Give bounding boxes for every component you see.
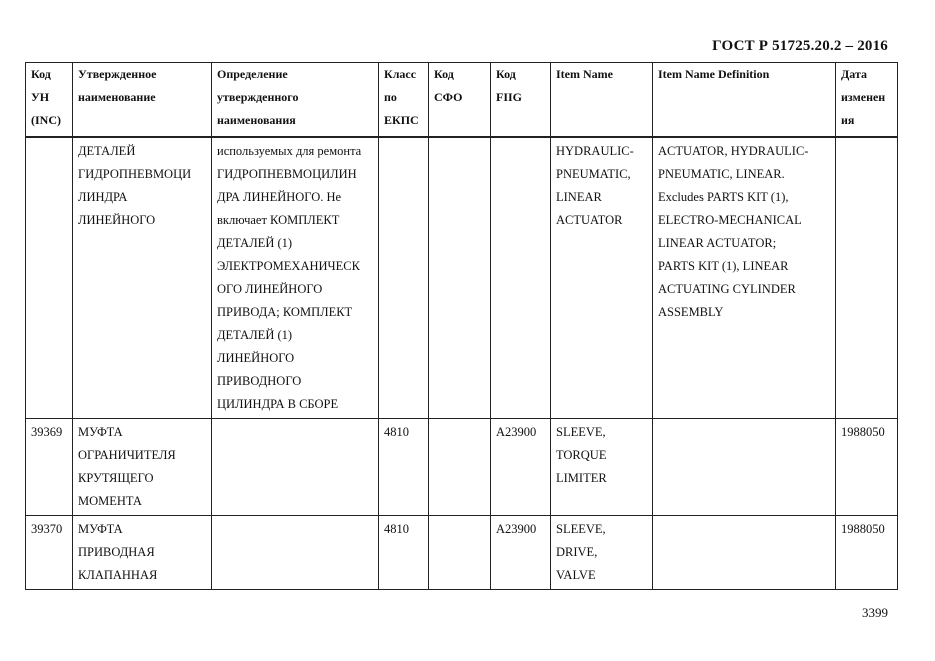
header-item-name-definition: [653, 63, 836, 138]
cell-line: 4810: [384, 425, 409, 439]
cell-line: ПРИВОДНОГО: [217, 374, 302, 388]
header-line: Код: [496, 67, 516, 81]
cell-item-name-definition: [653, 419, 836, 516]
cell-line: VALVE: [556, 568, 596, 582]
cell-line: ЛИНДРА: [78, 190, 128, 204]
header-line: СФО: [434, 90, 463, 104]
cell-line: LIMITER: [556, 471, 607, 485]
cell-line: ДЕТАЛЕЙ (1): [217, 236, 293, 250]
cell-line: PARTS KIT (1), LINEAR: [658, 259, 789, 273]
cell-inc-code: [26, 419, 73, 516]
header-fiig-code: [491, 63, 551, 138]
cell-line: ДРА ЛИНЕЙНОГО. Не: [217, 190, 342, 204]
cell-line: A23900: [496, 522, 537, 536]
cell-item-name-definition: [653, 516, 836, 590]
header-line: Item Name: [556, 67, 613, 81]
cell-line: ЭЛЕКТРОМЕХАНИЧЕСК: [217, 259, 360, 273]
header-line: изменен: [841, 90, 886, 104]
header-change-date: [836, 63, 898, 138]
cell-line: LINEAR ACTUATOR;: [658, 236, 777, 250]
cell-sfo-code: [429, 419, 491, 516]
cell-line: ACTUATING CYLINDER: [658, 282, 796, 296]
cell-line: ГИДРОПНЕВМОЦИ: [78, 167, 192, 181]
header-inc-code: [26, 63, 73, 138]
cell-fiig-code: [491, 516, 551, 590]
document-standard-title: ГОСТ Р 51725.20.2 – 2016: [712, 38, 888, 54]
cell-line: ACTUATOR, HYDRAULIC-: [658, 144, 809, 158]
header-name-definition: [212, 63, 379, 138]
cell-line: 39370: [31, 522, 63, 536]
header-line: утвержденного: [217, 90, 299, 104]
cell-line: ОГО ЛИНЕЙНОГО: [217, 282, 323, 296]
header-item-name: [551, 63, 653, 138]
table-row: [26, 516, 898, 590]
header-approved-name: [73, 63, 212, 138]
cell-line: КРУТЯЩЕГО: [78, 471, 154, 485]
table-header-row: [26, 63, 898, 138]
header-line: FIIG: [496, 90, 523, 104]
header-line: Определение: [217, 67, 288, 81]
cell-line: МУФТА: [78, 522, 123, 536]
cell-line: ПРИВОДНАЯ: [78, 545, 155, 559]
cell-ekps-class: [379, 516, 429, 590]
cell-inc-code: [26, 137, 73, 419]
cell-item-name: [551, 137, 653, 419]
cell-line: ЛИНЕЙНОГО: [217, 351, 295, 365]
cell-line: МОМЕНТА: [78, 494, 142, 508]
cell-line: ОГРАНИЧИТЕЛЯ: [78, 448, 176, 462]
header-line: Утвержденное: [78, 67, 157, 81]
cell-line: ЛИНЕЙНОГО: [78, 213, 156, 227]
item-name-table: [25, 62, 898, 590]
cell-line: ГИДРОПНЕВМОЦИЛИН: [217, 167, 357, 181]
header-ekps-class: [379, 63, 429, 138]
header-line: ЕКПС: [384, 113, 419, 127]
cell-ekps-class: [379, 137, 429, 419]
cell-line: SLEEVE,: [556, 425, 606, 439]
cell-approved-name: [73, 419, 212, 516]
cell-line: ACTUATOR: [556, 213, 623, 227]
cell-change-date: [836, 516, 898, 590]
header-line: УН: [31, 90, 50, 104]
cell-line: DRIVE,: [556, 545, 598, 559]
cell-line: 39369: [31, 425, 63, 439]
header-line: Item Name Definition: [658, 67, 770, 81]
cell-ekps-class: [379, 419, 429, 516]
cell-line: SLEEVE,: [556, 522, 606, 536]
cell-line: PNEUMATIC, LINEAR.: [658, 167, 785, 181]
cell-line: PNEUMATIC,: [556, 167, 631, 181]
cell-line: LINEAR: [556, 190, 602, 204]
table-row: [26, 137, 898, 419]
cell-line: включает КОМПЛЕКТ: [217, 213, 340, 227]
cell-sfo-code: [429, 516, 491, 590]
cell-line: 4810: [384, 522, 409, 536]
cell-item-name: [551, 516, 653, 590]
header-line: наименование: [78, 90, 156, 104]
cell-approved-name: [73, 137, 212, 419]
cell-line: ДЕТАЛЕЙ: [78, 144, 136, 158]
header-line: Дата: [841, 67, 867, 81]
cell-sfo-code: [429, 137, 491, 419]
cell-item-name: [551, 419, 653, 516]
header-line: ия: [841, 113, 855, 127]
cell-inc-code: [26, 516, 73, 590]
cell-fiig-code: [491, 419, 551, 516]
header-line: Код: [31, 67, 51, 81]
cell-change-date: [836, 419, 898, 516]
cell-line: используемых для ремонта: [217, 144, 362, 158]
cell-line: HYDRAULIC-: [556, 144, 634, 158]
header-line: Класс: [384, 67, 417, 81]
cell-line: Excludes PARTS KIT (1),: [658, 190, 789, 204]
cell-item-name-definition: [653, 137, 836, 419]
cell-line: A23900: [496, 425, 537, 439]
cell-change-date: [836, 137, 898, 419]
cell-line: 1988050: [841, 522, 885, 536]
cell-line: КЛАПАННАЯ: [78, 568, 158, 582]
header-line: (INC): [31, 113, 61, 127]
cell-approved-name: [73, 516, 212, 590]
cell-line: ПРИВОДА; КОМПЛЕКТ: [217, 305, 353, 319]
cell-line: ELECTRO-MECHANICAL: [658, 213, 802, 227]
cell-name-definition: [212, 419, 379, 516]
cell-line: TORQUE: [556, 448, 607, 462]
cell-line: ASSEMBLY: [658, 305, 724, 319]
cell-line: ЦИЛИНДРА В СБОРЕ: [217, 397, 339, 411]
header-line: Код: [434, 67, 454, 81]
cell-name-definition: [212, 516, 379, 590]
header-line: по: [384, 90, 397, 104]
cell-name-definition: [212, 137, 379, 419]
cell-line: МУФТА: [78, 425, 123, 439]
cell-line: 1988050: [841, 425, 885, 439]
page-number: 3399: [862, 605, 888, 620]
header-sfo-code: [429, 63, 491, 138]
table-row: [26, 419, 898, 516]
cell-line: ДЕТАЛЕЙ (1): [217, 328, 293, 342]
cell-fiig-code: [491, 137, 551, 419]
header-line: наименования: [217, 113, 296, 127]
